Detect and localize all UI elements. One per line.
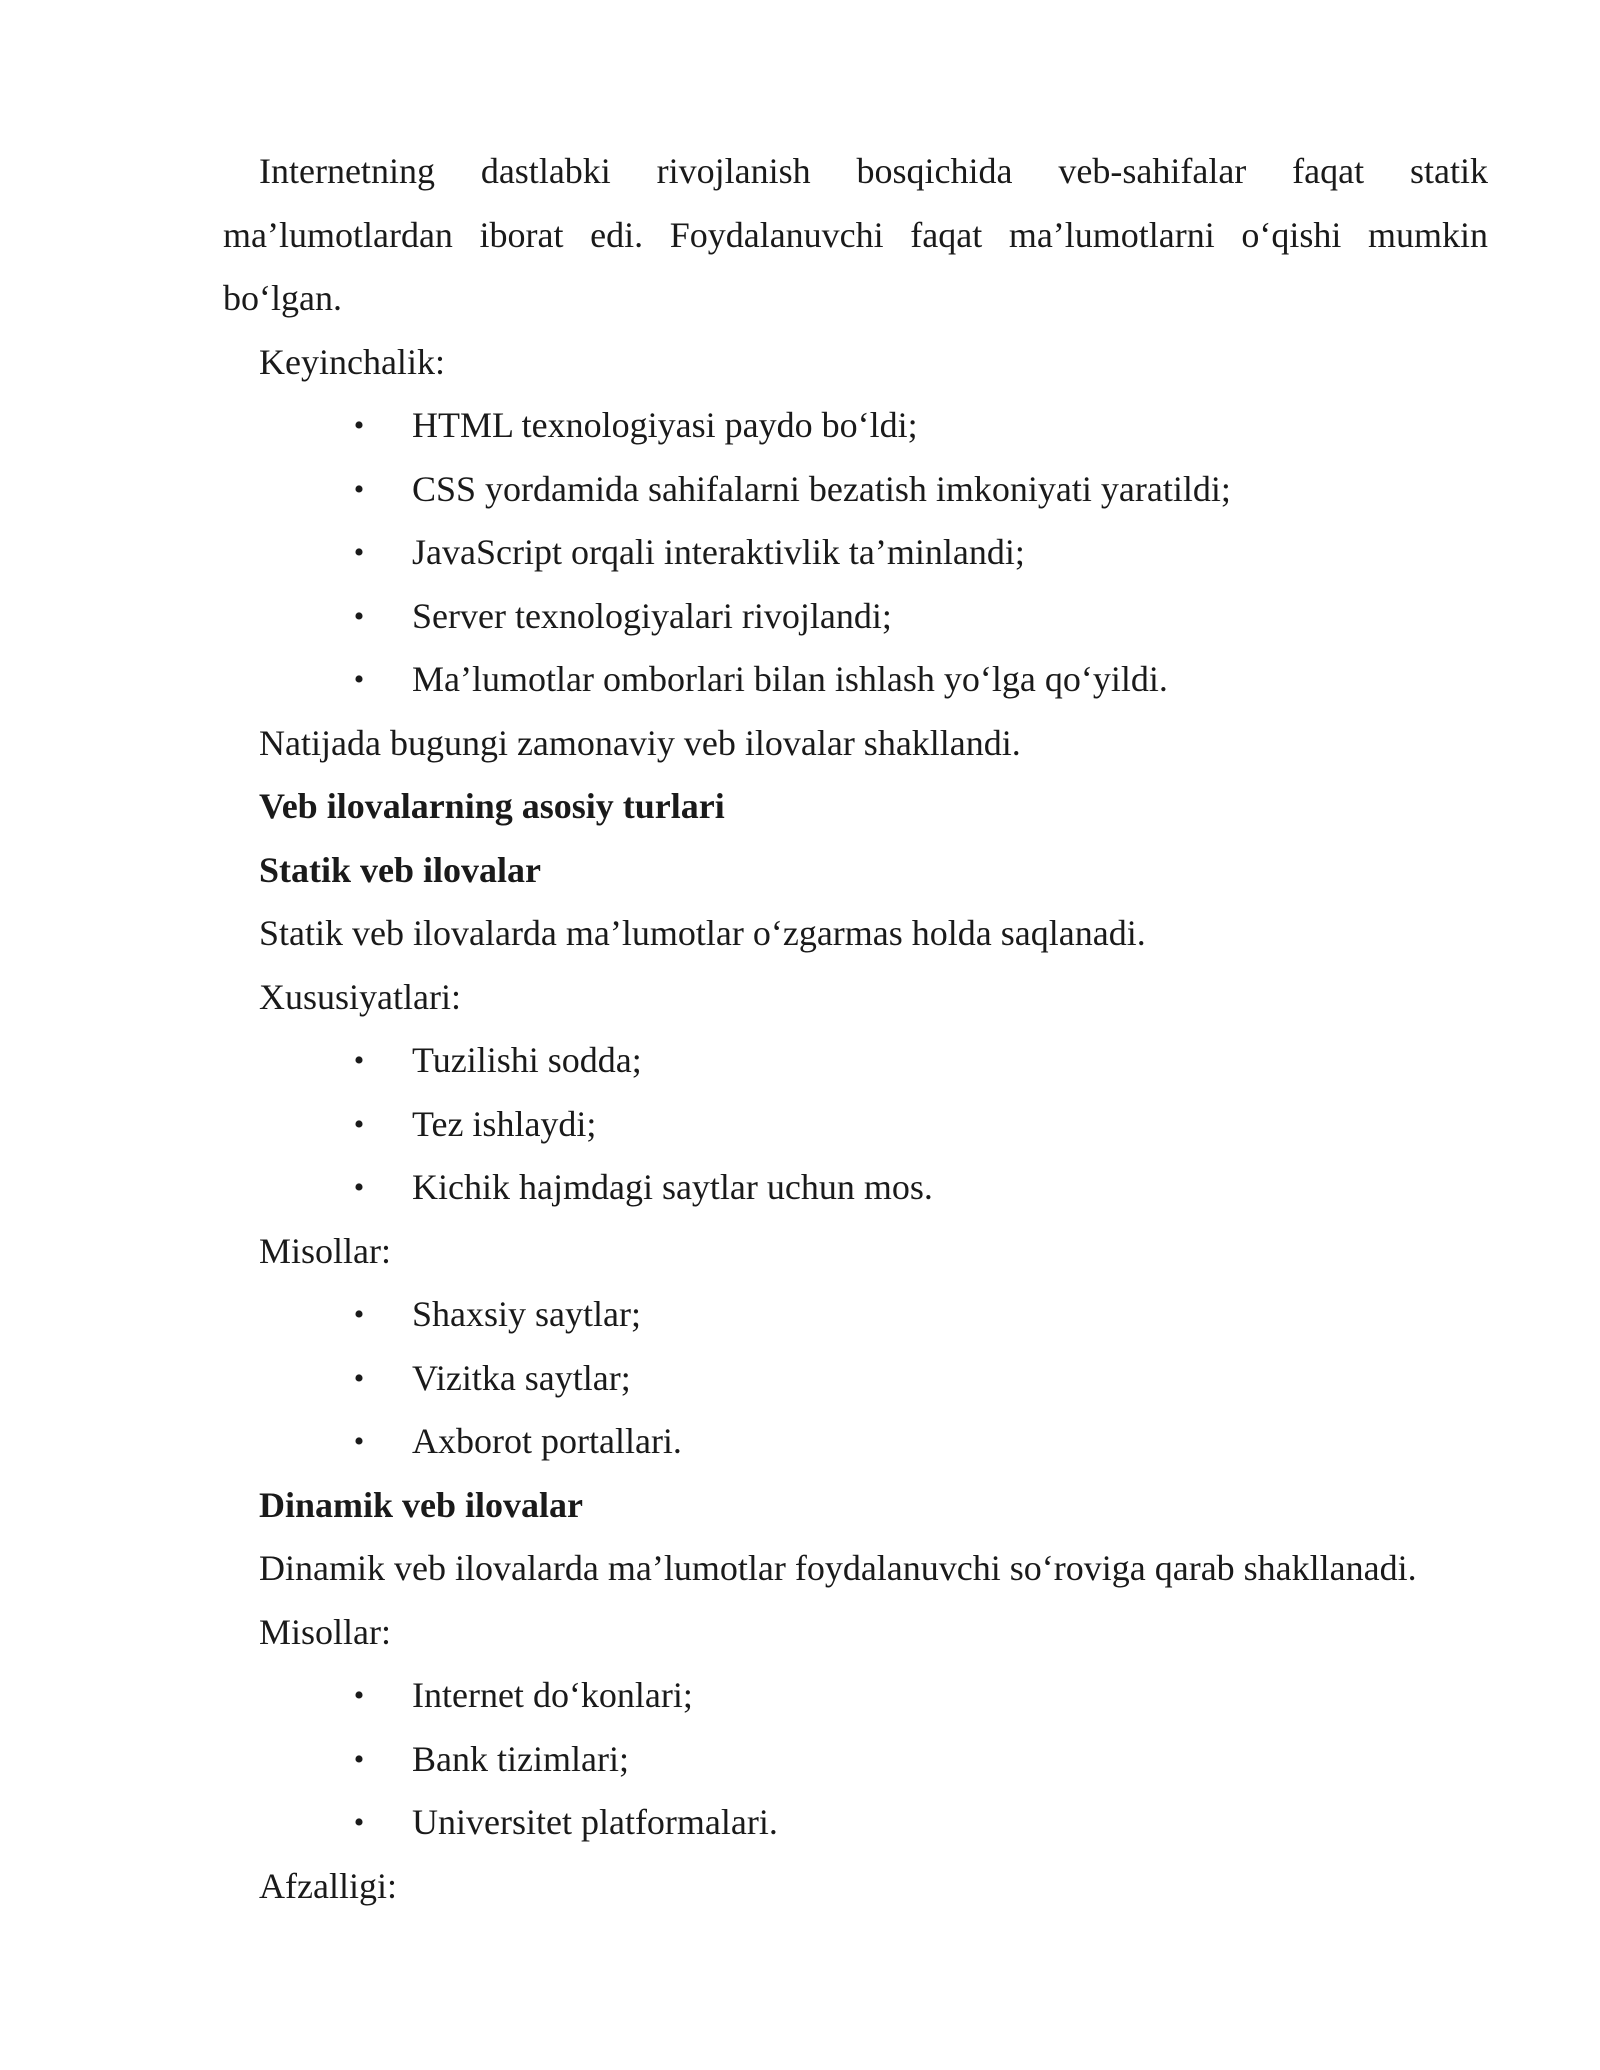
list-item-text: Axborot portallari.: [412, 1421, 682, 1461]
list-item: [223, 1728, 1488, 1792]
list-item-text: HTML texnologiyasi paydo bo‘ldi;: [412, 405, 918, 445]
afzalligi-label: Afzalligi:: [259, 1865, 397, 1906]
dynamic-examples-list: [223, 1664, 1488, 1855]
bullet-icon: •: [353, 536, 365, 569]
bullet-icon: •: [353, 1361, 365, 1395]
list-item-text: JavaScript orqali interaktivlik ta’minlandi;: [412, 532, 1025, 572]
list-item: [223, 585, 1488, 649]
bullet-icon: •: [353, 1171, 365, 1204]
dynamic-description: Dinamik veb ilovalarda ma’lumotlar foydalanuvchi so‘roviga qarab shakllanadi.: [259, 1548, 1417, 1588]
list-item-text: Bank tizimlari;: [412, 1738, 629, 1779]
natija-paragraph: Natijada bugungi zamonaviy veb ilovalar shakllandi.: [259, 722, 1021, 763]
heading-static: Statik veb ilovalar: [259, 849, 542, 890]
heading-types: Veb ilovalarning asosiy turlari: [259, 786, 725, 826]
bullet-icon: •: [353, 1298, 365, 1331]
list-item-text: Universitet platformalari.: [412, 1802, 778, 1842]
bullet-icon: •: [353, 1742, 365, 1776]
list-item: [223, 1791, 1488, 1855]
bullet-icon: •: [353, 409, 365, 442]
list-item: [223, 1093, 1488, 1157]
xususiyatlari-list: [223, 1029, 1488, 1220]
list-item: [223, 1283, 1488, 1347]
bullet-icon: •: [353, 1679, 365, 1712]
list-item-text: Internet do‘konlari;: [412, 1675, 693, 1715]
heading-dynamic: Dinamik veb ilovalar: [259, 1484, 584, 1525]
document-body: [223, 140, 1488, 1918]
list-item-text: Vizitka saytlar;: [412, 1357, 631, 1398]
list-item-text: Tez ishlaydi;: [412, 1103, 597, 1144]
list-item-text: Kichik hajmdagi saytlar uchun mos.: [412, 1167, 933, 1207]
list-item-text: Tuzilishi sodda;: [412, 1040, 642, 1080]
bullet-icon: •: [353, 1425, 365, 1458]
list-item-text: Ma’lumotlar omborlari bilan ishlash yo‘lga qo‘yildi.: [412, 659, 1168, 699]
list-item: [223, 1029, 1488, 1093]
list-item-text: Shaxsiy saytlar;: [412, 1294, 641, 1334]
bullet-icon: •: [353, 1806, 365, 1839]
list-item: [223, 1664, 1488, 1728]
keyinchalik-list: [223, 394, 1488, 712]
misollar-label: Misollar:: [259, 1230, 391, 1271]
list-item: [223, 521, 1488, 585]
bullet-icon: •: [353, 472, 365, 506]
misollar-label: Misollar:: [259, 1611, 391, 1652]
list-item-text: CSS yordamida sahifalarni bezatish imkoniyati yaratildi;: [412, 468, 1231, 509]
static-examples-list: [223, 1283, 1488, 1474]
list-item: [223, 458, 1488, 522]
xususiyatlari-label: Xususiyatlari:: [259, 976, 461, 1017]
bullet-icon: •: [353, 1107, 365, 1141]
list-item-text: Server texnologiyalari rivojlandi;: [412, 595, 892, 636]
bullet-icon: •: [353, 663, 365, 696]
keyinchalik-label: Keyinchalik:: [259, 341, 445, 382]
static-description: Statik veb ilovalarda ma’lumotlar o‘zgarmas holda saqlanadi.: [259, 913, 1146, 953]
list-item: [223, 1156, 1488, 1220]
intro-paragraph: Internetning dastlabki rivojlanish bosqichida veb-sahifalar faqat statik ma’lumotlardan iborat edi. Foydalanuvchi faqat ma’lumotlarni o‘qishi mumkin bo‘lgan.: [223, 151, 1488, 318]
bullet-icon: •: [353, 1044, 365, 1077]
list-item: [223, 394, 1488, 458]
list-item: [223, 1410, 1488, 1474]
list-item: [223, 1347, 1488, 1411]
list-item: [223, 648, 1488, 712]
bullet-icon: •: [353, 599, 365, 633]
